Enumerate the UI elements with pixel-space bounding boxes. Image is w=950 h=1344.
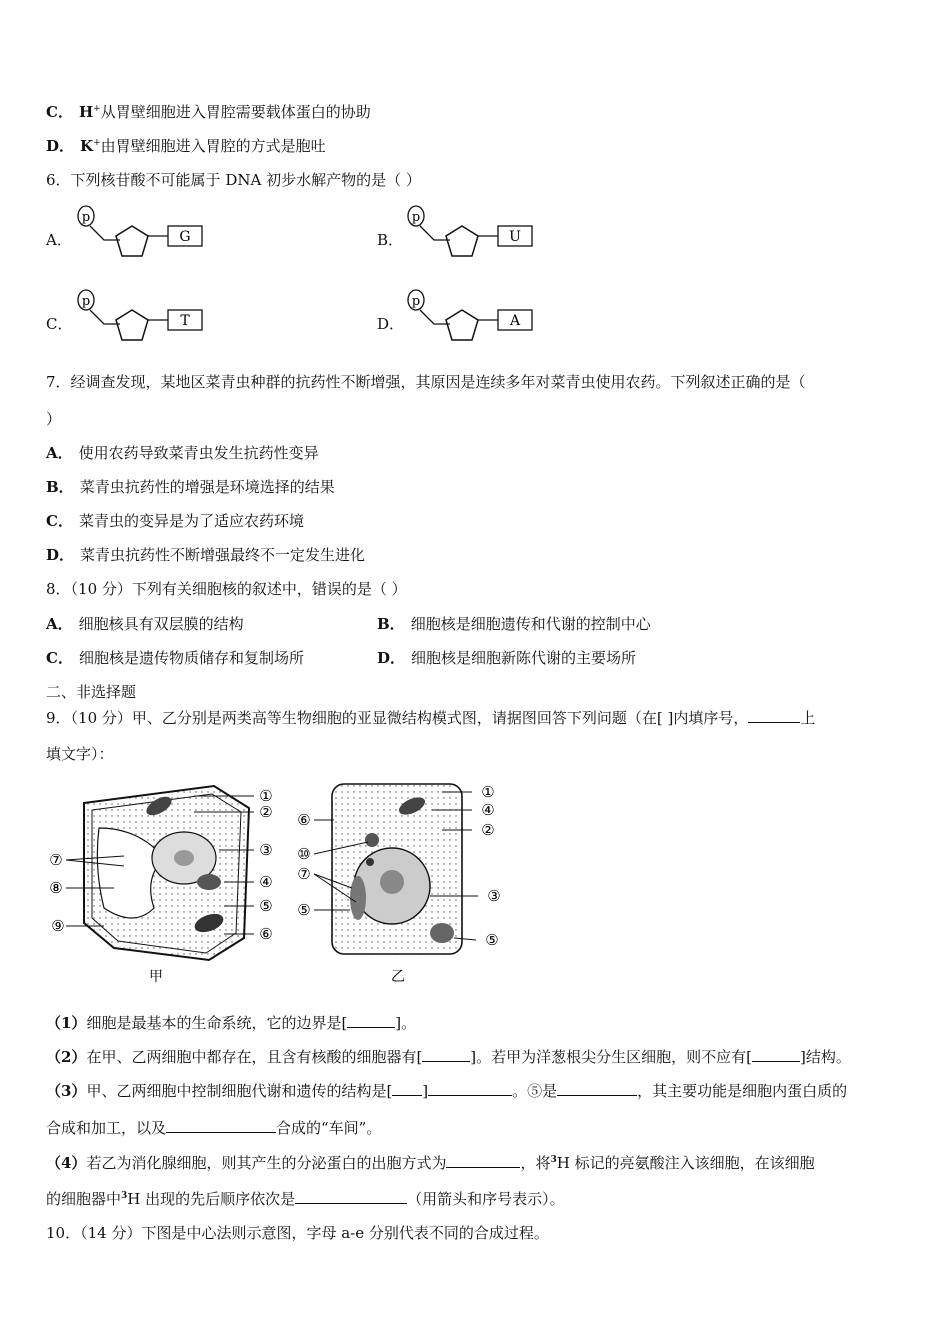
animal-cell-figure (292, 778, 514, 990)
option-text: 从胃壁细胞进入胃腔需要载体蛋白的协助 (100, 103, 371, 121)
option-letter: B． (46, 478, 74, 496)
q9-stem-line1 (46, 707, 815, 728)
fig-label: ① (259, 787, 273, 805)
fig-label: ⑧ (49, 879, 63, 897)
sub-text: 合成和加工，以及 (46, 1119, 167, 1137)
q6-stem: 6．下列核苷酸不可能属于 DNA 初步水解产物的是（ ） (46, 171, 421, 189)
sub-text: ]结构。 (800, 1048, 851, 1066)
q6-option-b-letter: B． (377, 231, 404, 249)
option-letter: C． (46, 649, 73, 667)
sub-text: 细胞是最基本的生命系统，它的边界是[ (86, 1014, 348, 1032)
option-text: 使用农药导致菜青虫发生抗药性变异 (78, 444, 319, 462)
q9-sub2 (46, 1046, 851, 1067)
fig-label: ⑨ (51, 917, 65, 935)
nucleotide-diagram-d (402, 286, 542, 356)
sub-text: ]。若甲为洋葱根尖分生区细胞，则不应有[ (470, 1048, 753, 1066)
fig-label: ⑥ (297, 811, 311, 829)
option-letter: C． (46, 103, 73, 121)
q9-stem-text: 9．（10 分）甲、乙分别是两类高等生物细胞的亚显微结构模式图，请据图回答下列问题（在[ ]内填序号， (46, 709, 749, 727)
fig-label: ⑩ (297, 845, 311, 863)
nucleotide-diagram-a (72, 202, 212, 272)
q8-option-a (46, 614, 244, 634)
fig-label: ③ (259, 841, 273, 859)
sub-text: 合成的“车间”。 (276, 1119, 382, 1137)
sub-text: ]。 (395, 1014, 417, 1032)
sub-text: H 标记的亮氨酸注入该细胞，在该细胞 (556, 1154, 815, 1172)
q6-option-d-letter: D． (377, 315, 405, 333)
nucleotide-diagram-b (402, 202, 542, 272)
fig-label: ⑦ (49, 851, 63, 869)
sub-number: （1） (46, 1014, 87, 1032)
q7-option-c (46, 511, 304, 531)
answer-blank[interactable] (428, 1080, 512, 1096)
sub-text: 甲、乙两细胞中控制细胞代谢和遗传的结构是[ (86, 1082, 393, 1100)
section-title: 二、非选择题 (46, 683, 137, 701)
q8-option-b (377, 614, 651, 634)
fig-label: ⑦ (297, 865, 311, 883)
q7-option-b (46, 477, 335, 497)
phosphate-label: p (411, 294, 421, 309)
isotope-mass: 3 (550, 1155, 557, 1165)
fig-label: ② (481, 821, 495, 839)
q5-option-d (46, 136, 326, 156)
fig-label: ② (259, 803, 273, 821)
sub-text: 的细胞器中 (46, 1190, 122, 1208)
q9-stem-text-end: 上 (800, 709, 816, 727)
isotope-mass: 3 (121, 1191, 128, 1201)
option-letter: D． (377, 649, 406, 667)
q8-option-d (377, 648, 636, 668)
q10-stem: 10．（14 分）下图是中心法则示意图，字母 a-e 分别代表不同的合成过程。 (46, 1224, 549, 1242)
q9-sub3 (46, 1080, 847, 1101)
sub-number: （4） (46, 1154, 87, 1172)
option-letter: D． (46, 546, 75, 564)
option-text: 细胞核具有双层膜的结构 (78, 615, 244, 633)
option-letter: C． (46, 512, 73, 530)
ion-charge: + (93, 104, 101, 114)
fig-label: ④ (259, 873, 273, 891)
option-text: 细胞核是细胞遗传和代谢的控制中心 (410, 615, 651, 633)
fig-label: ① (481, 783, 495, 801)
sub-text: 。⑤是 (512, 1082, 558, 1100)
nucleotide-diagram-c (72, 286, 212, 356)
option-text: 细胞核是遗传物质储存和复制场所 (78, 649, 304, 667)
answer-blank[interactable] (557, 1080, 637, 1096)
fig-label: ③ (487, 887, 501, 905)
q7-stem-line1: 7．经调查发现，某地区菜青虫种群的抗药性不断增强，其原因是连续多年对菜青虫使用农药。下列叙述正确的是（ (46, 373, 806, 391)
q8-stem: 8．（10 分）下列有关细胞核的叙述中，错误的是（ ） (46, 580, 407, 598)
q9-sub3-line2 (46, 1117, 381, 1138)
sub-text: 若乙为消化腺细胞，则其产生的分泌蛋白的出胞方式为 (86, 1154, 447, 1172)
q7-option-a (46, 443, 319, 463)
fig-label: ⑤ (485, 931, 499, 949)
fig-caption: 甲 (149, 969, 163, 985)
plant-cell-figure (44, 778, 290, 990)
q9-sub4 (46, 1152, 815, 1173)
answer-blank[interactable] (347, 1012, 395, 1028)
fig-label: ⑤ (297, 901, 311, 919)
sub-text: H 出现的先后顺序依次是 (127, 1190, 296, 1208)
option-letter: B． (377, 615, 405, 633)
answer-blank[interactable] (752, 1046, 800, 1062)
base-label: U (509, 229, 521, 245)
option-text: 菜青虫抗药性的增强是环境选择的结果 (79, 478, 335, 496)
q7-option-d (46, 545, 365, 565)
option-text: 菜青虫的变异是为了适应农药环境 (78, 512, 304, 530)
sub-number: （3） (46, 1082, 87, 1100)
q9-stem-line2: 填文字）： (46, 745, 114, 763)
option-text: 由胃壁细胞进入胃腔的方式是胞吐 (100, 137, 326, 155)
sub-number: （2） (46, 1048, 87, 1066)
ion-charge: + (93, 138, 101, 148)
answer-blank[interactable] (446, 1152, 520, 1168)
option-letter: A． (46, 615, 73, 633)
q5-option-c (46, 102, 371, 122)
fig-label: ⑤ (259, 897, 273, 915)
fig-label: ④ (481, 801, 495, 819)
q6-option-c-letter: C． (46, 315, 73, 333)
fig-caption: 乙 (391, 969, 405, 985)
option-text: 细胞核是细胞新陈代谢的主要场所 (411, 649, 637, 667)
answer-blank[interactable] (392, 1080, 422, 1096)
phosphate-label: p (411, 210, 421, 225)
sub-text: ，其主要功能是细胞内蛋白质的 (637, 1082, 848, 1100)
option-text: 菜青虫抗药性不断增强最终不一定发生进化 (80, 546, 366, 564)
sub-text: ，将 (520, 1154, 551, 1172)
q8-option-c (46, 648, 304, 668)
q9-sub4-line2 (46, 1188, 565, 1209)
sub-text: ] (422, 1082, 429, 1100)
phosphate-label: p (81, 294, 91, 309)
answer-blank[interactable] (422, 1046, 470, 1062)
answer-blank[interactable] (295, 1188, 407, 1204)
option-letter: A． (46, 444, 73, 462)
ion-symbol: H (78, 103, 94, 121)
base-label: A (509, 313, 521, 329)
base-label: T (180, 313, 190, 329)
q6-option-a-letter: A． (46, 231, 72, 249)
ion-symbol: K (80, 137, 94, 155)
q9-sub1 (46, 1012, 416, 1033)
sub-text: （用箭头和序号表示）。 (407, 1190, 565, 1208)
option-letter: D． (46, 137, 75, 155)
base-label: G (179, 229, 191, 245)
answer-blank[interactable] (166, 1117, 276, 1133)
q7-stem-line2: ） (46, 410, 62, 428)
fig-label: ⑥ (259, 925, 273, 943)
phosphate-label: p (81, 210, 91, 225)
answer-blank[interactable] (748, 707, 800, 723)
sub-text: 在甲、乙两细胞中都存在，且含有核酸的细胞器有[ (86, 1048, 423, 1066)
